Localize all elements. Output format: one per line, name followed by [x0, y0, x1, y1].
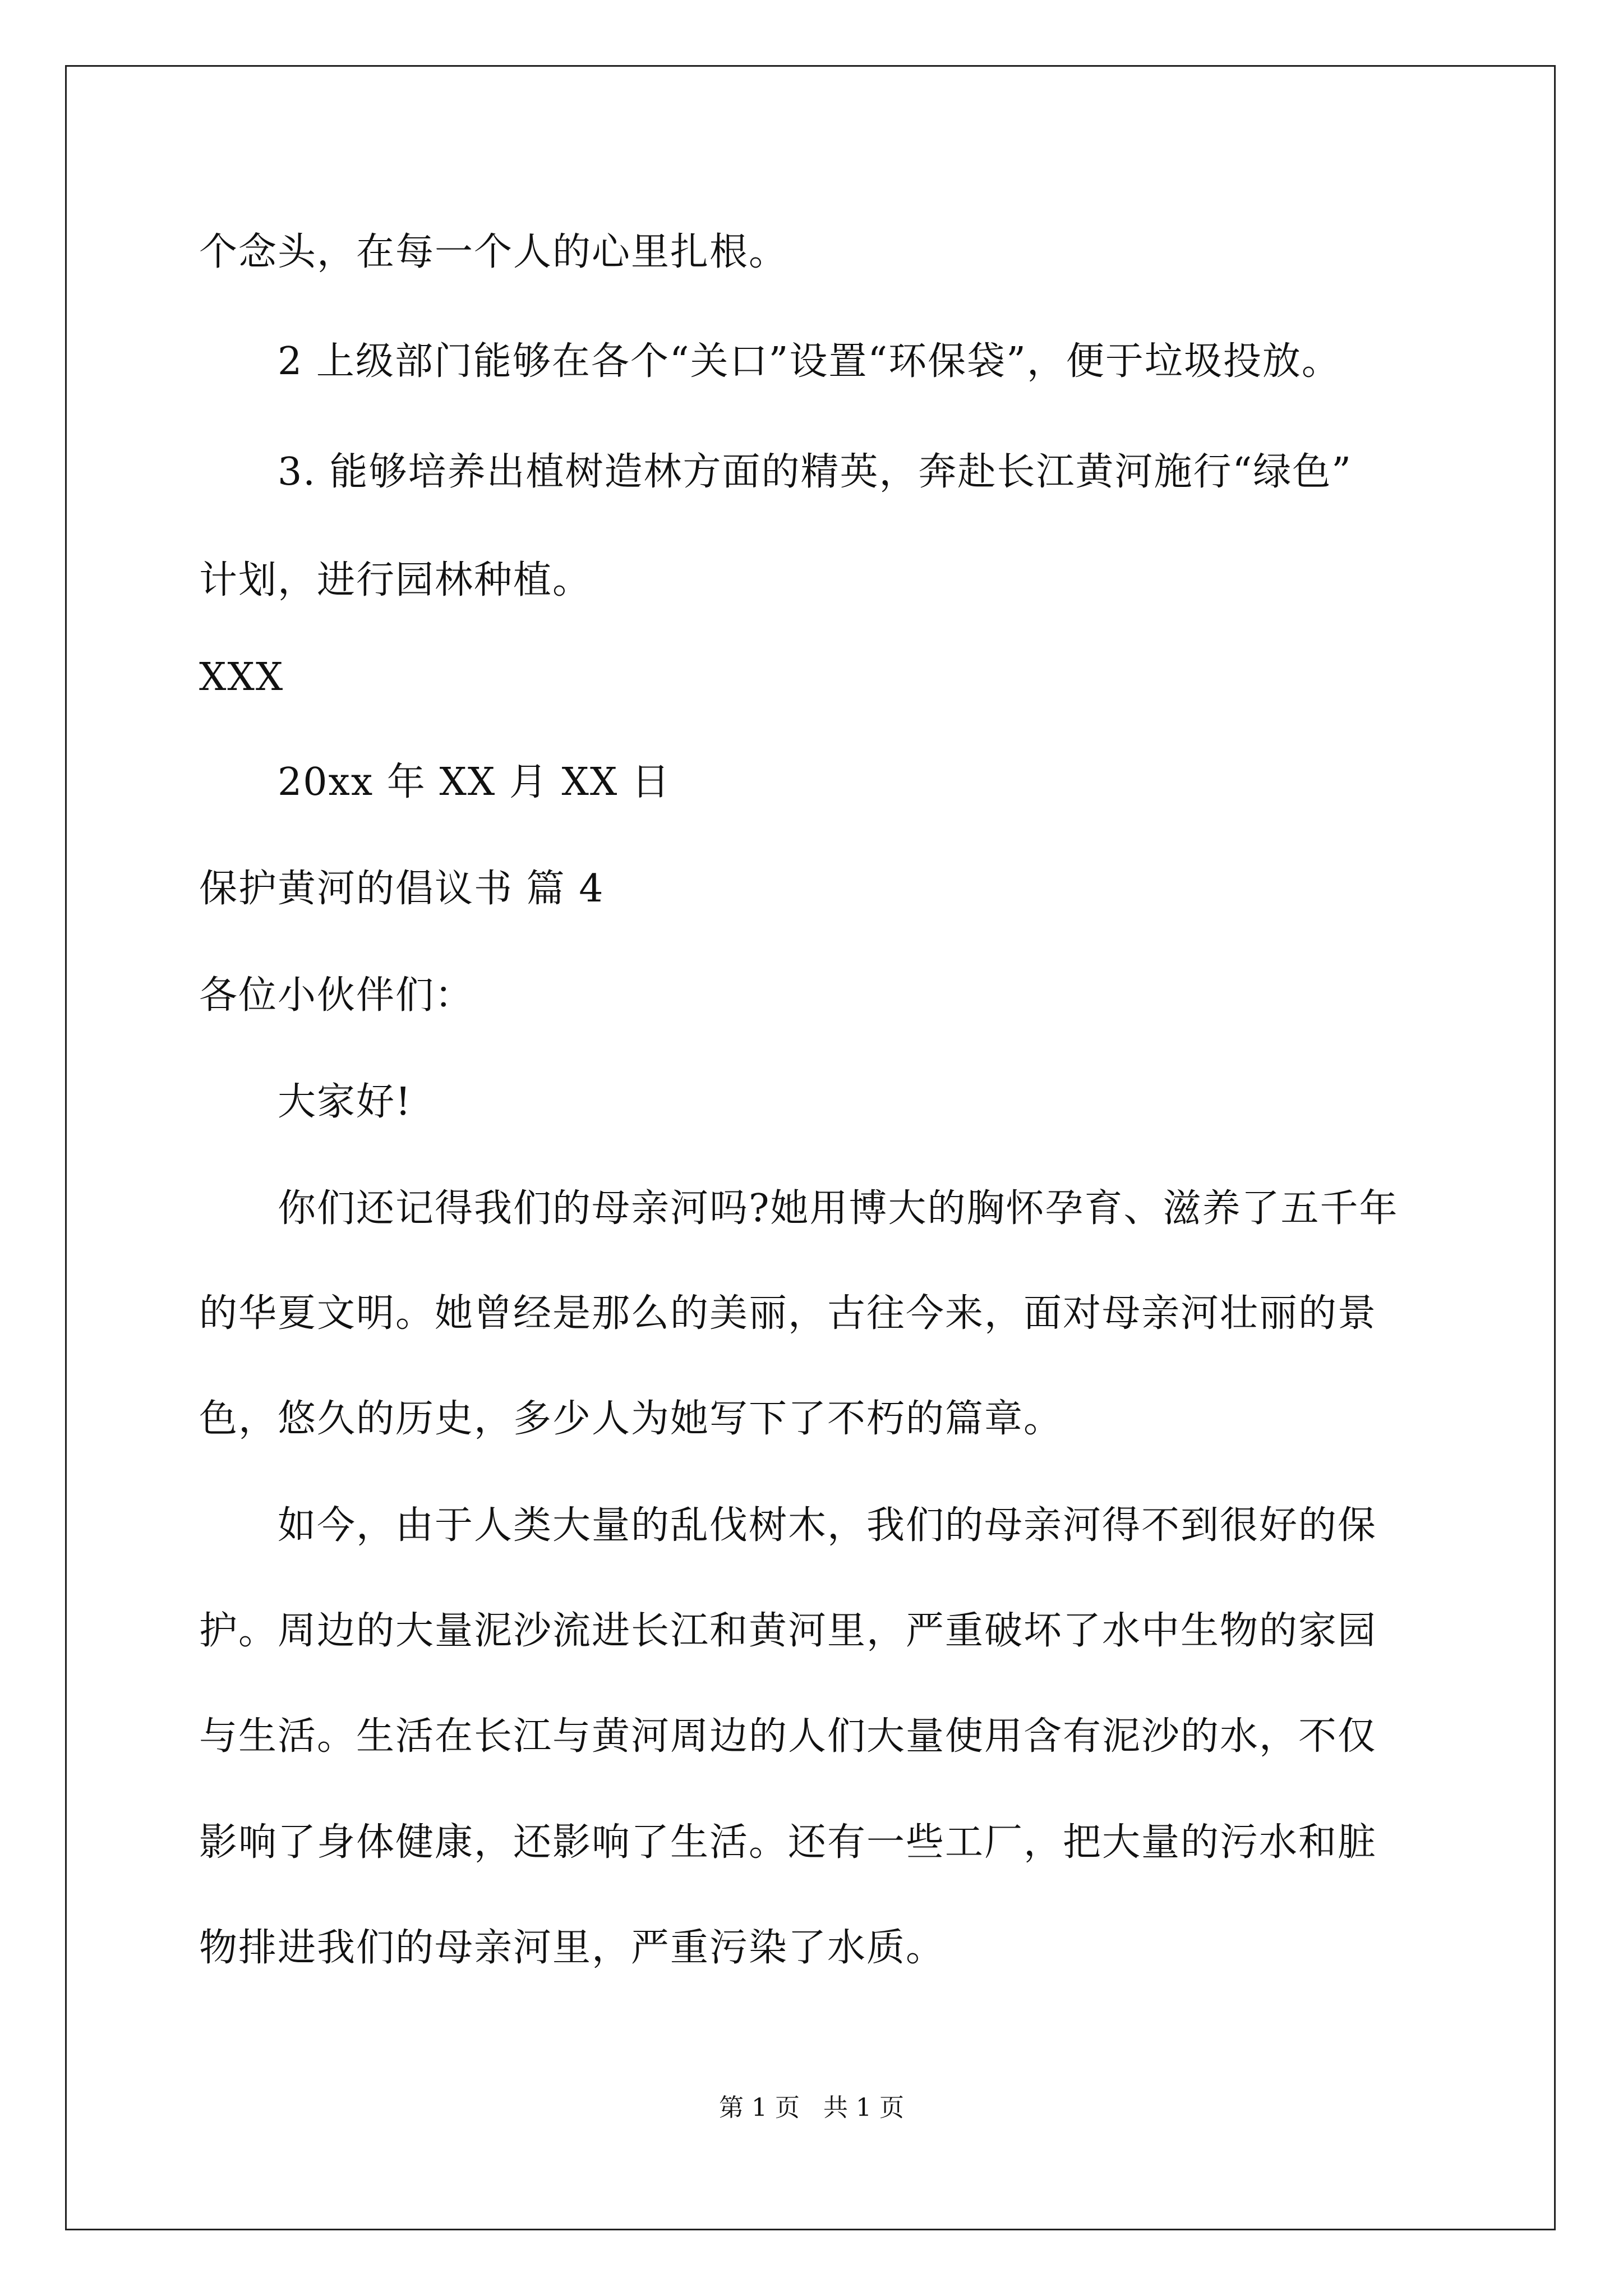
text-line: 计划，进行园林种植。	[199, 558, 592, 602]
greeting: 大家好!	[278, 1080, 412, 1124]
signature: XXX	[199, 655, 284, 700]
text-line: 影响了身体健康，还影响了生活。还有一些工厂，把大量的污水和脏	[199, 1820, 1377, 1865]
text-line: 与生活。生活在长江与黄河周边的人们大量使用含有泥沙的水，不仅	[199, 1714, 1377, 1759]
text-line: 物排进我们的母亲河里，严重污染了水质。	[199, 1926, 946, 1970]
date-line: 20xx 年 XX 月 XX 日	[278, 760, 671, 804]
section-title: 保护黄河的倡议书 篇 4	[199, 867, 605, 911]
text-line: 3. 能够培养出植树造林方面的精英，奔赴长江黄河施行“绿色”	[278, 450, 1353, 494]
text-line: 护。周边的大量泥沙流进长江和黄河里，严重破坏了水中生物的家园	[199, 1609, 1377, 1653]
page-border	[65, 65, 1556, 2230]
page-number: 第 1 页 共 1 页	[719, 2093, 904, 2122]
text-line: 色，悠久的历史，多少人为她写下了不朽的篇章。	[199, 1397, 1063, 1441]
text-line: 你们还记得我们的母亲河吗?她用博大的胸怀孕育、滋养了五千年	[278, 1186, 1399, 1231]
text-line: 如今，由于人类大量的乱伐树木，我们的母亲河得不到很好的保	[278, 1503, 1377, 1548]
salutation: 各位小伙伴们：	[199, 973, 474, 1018]
text-line: 2 上级部门能够在各个“关口”设置“环保袋”，便于垃圾投放。	[278, 339, 1341, 384]
text-line: 的华夏文明。她曾经是那么的美丽，古往今来，面对母亲河壮丽的景	[199, 1291, 1377, 1336]
text-line: 个念头，在每一个人的心里扎根。	[199, 230, 789, 274]
